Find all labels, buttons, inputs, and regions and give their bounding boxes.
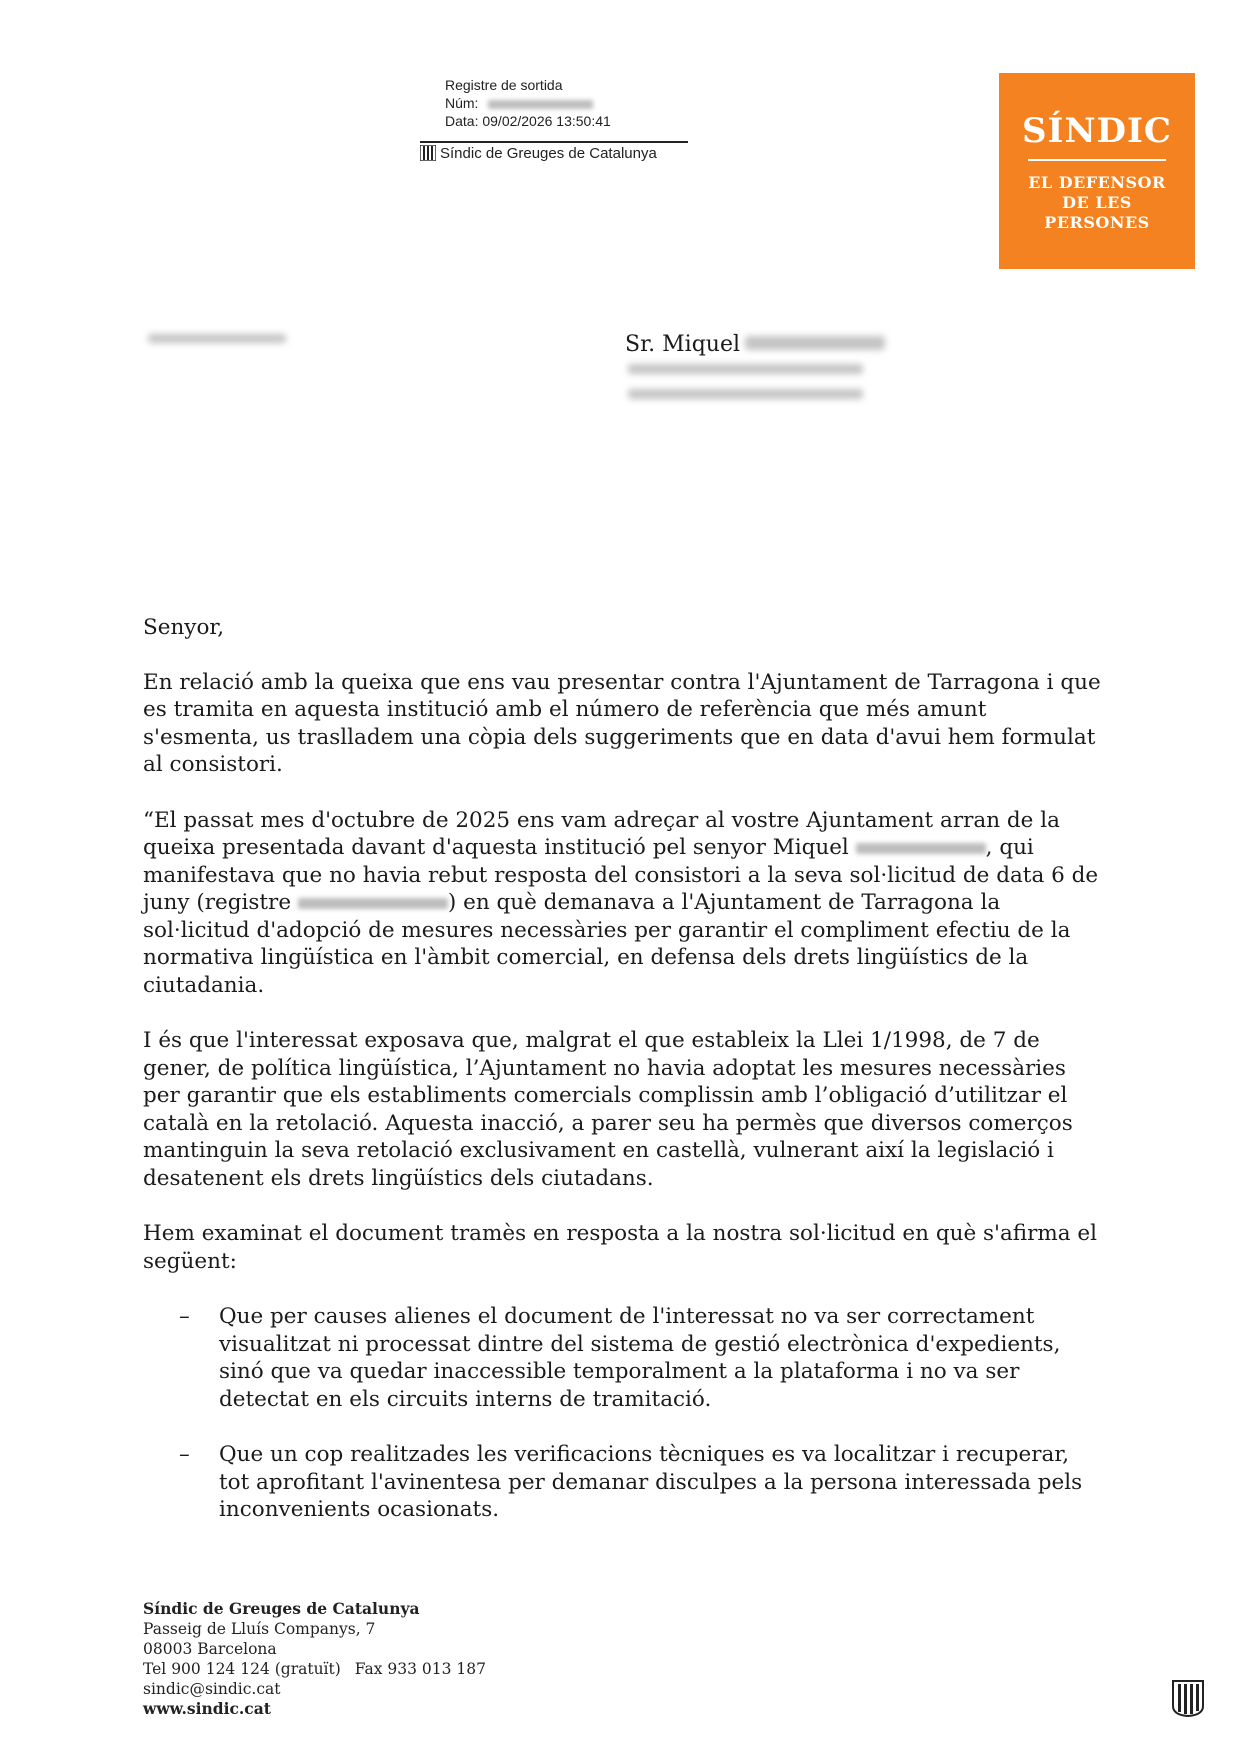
registry-date: Data: 09/02/2026 13:50:41	[445, 113, 611, 129]
paragraph-2-part-3: ) en què demanava a l'Ajuntament de Tarragona la sol·licitud d'adopció de mesures necessàries per garantir el compliment efectiu de la normativa lingüística en l'àmbit comercial, en defensa dels drets lingüístics de la ciutadania.	[143, 890, 1071, 998]
redacted-surname	[745, 336, 885, 350]
addressee-name: Sr. Miquel	[625, 332, 741, 357]
footer-org: Síndic de Greuges de Catalunya	[143, 1599, 420, 1618]
registry-title: Registre de sortida	[445, 77, 563, 93]
footer-street: Passeig de Lluís Companys, 7	[143, 1620, 376, 1638]
paragraph-1: En relació amb la queixa que ens vau presentar contra l'Ajuntament de Tarragona i que es tramita en aquesta institució amb el número de referència que més amunt s'esmenta, us traslladem una còpia dels suggeriments que en data d'avui hem formulat al consistori.	[143, 669, 1101, 777]
paragraph-2	[143, 807, 1103, 1000]
paragraph-3: I és que l'interessat exposava que, malgrat el que estableix la Llei 1/1998, de 7 de gener, de política lingüística, l’Ajuntament no havia adoptat les mesures necessàries per garantir que els establiments comercials complissin amb l’obligació d’utilitzar el català en la retolació. Aquesta inacció, a parer seu ha permès que diversos comerços mantinguin la seva retolació exclusivament en castellà, vulnerant així la legislació i desatenent els drets lingüístics dels ciutadans.	[143, 1028, 1073, 1191]
bullet-text-2: Que un cop realitzades les verificacions tècniques es va localitzar i recuperar, tot aprofitant l'avinentesa per demanar disculpes a la persona interessada pels inconvenients ocasionats.	[219, 1442, 1083, 1522]
sindic-logo	[999, 73, 1195, 269]
redacted-surname-inline	[856, 843, 986, 854]
stamp-divider	[420, 141, 688, 143]
logo-rule	[1028, 159, 1166, 161]
logo-brand: SÍNDIC	[1022, 111, 1172, 151]
paragraph-4: Hem examinat el document tramès en resposta a la nostra sol·licitud en què s'afirma el següent:	[143, 1221, 1098, 1274]
registry-stamp	[445, 76, 611, 130]
footer-fax: Fax 933 013 187	[354, 1660, 487, 1678]
bullet-dash: –	[179, 1442, 190, 1467]
footer-city: 08003 Barcelona	[143, 1640, 277, 1658]
footer-email[interactable]: sindic@sindic.cat	[143, 1680, 281, 1698]
logo-tagline-3: PERSONES	[1044, 213, 1150, 232]
bullet-dash: –	[179, 1304, 190, 1329]
registry-num-label: Núm:	[445, 95, 479, 111]
redacted-address-line-1	[628, 364, 863, 374]
paragraph-2-part-1: “El passat mes d'octubre de 2025 ens vam adreçar al vostre Ajuntament arran de la queixa presentada davant d'aquesta institució pel senyor Miquel	[143, 807, 1060, 860]
bullet-item-1	[179, 1303, 1103, 1413]
paragraph-2-part-2: , qui manifestava que no havia rebut resposta del consistori a la seva sol·licitud de data 6 de juny (registre	[143, 835, 1099, 915]
registry-issuer	[420, 145, 657, 162]
footer-web[interactable]: www.sindic.cat	[143, 1699, 271, 1718]
catalonia-emblem-icon	[420, 145, 436, 161]
letter-body	[143, 614, 1103, 1552]
footer-contact	[143, 1599, 486, 1719]
footer-tel: Tel 900 124 124 (gratuït)	[143, 1660, 341, 1678]
redacted-number	[488, 100, 593, 109]
redacted-reference	[148, 334, 286, 343]
logo-tagline-2: DE LES	[1062, 193, 1132, 212]
registry-issuer-label: Síndic de Greuges de Catalunya	[440, 145, 657, 162]
bullet-item-2	[179, 1441, 1103, 1524]
logo-tagline-1: EL DEFENSOR	[1028, 173, 1166, 192]
generalitat-emblem-icon	[1170, 1678, 1206, 1718]
redacted-register-number	[298, 898, 448, 909]
bullet-text-1: Que per causes alienes el document de l'interessat no va ser correctament visualitzat ni processat dintre del sistema de gestió electrònica d'expedients, sinó que va quedar inaccessible temporalment a la plataforma i no va ser detectat en els circuits interns de tramitació.	[219, 1304, 1061, 1412]
redacted-address-line-2	[628, 389, 863, 399]
salutation: Senyor,	[143, 615, 225, 640]
